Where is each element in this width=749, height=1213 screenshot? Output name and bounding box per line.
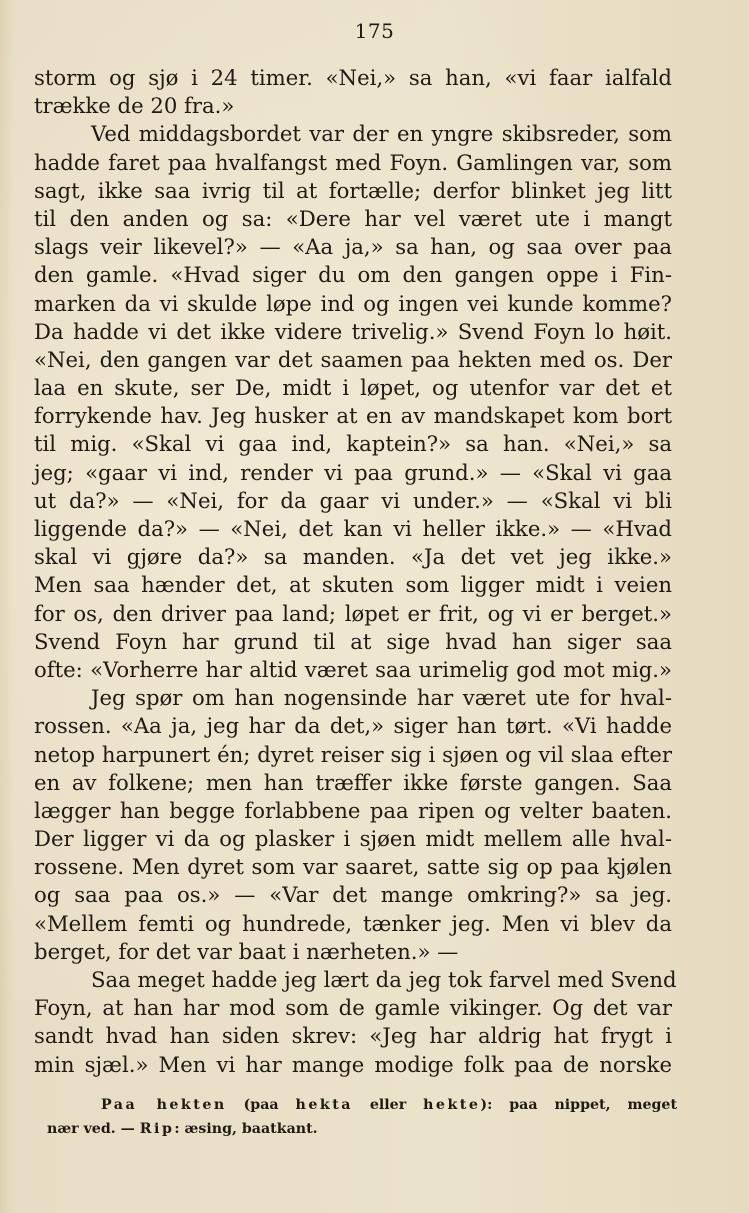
text-line: rossene. Men dyret som var saaret, satte sig op paa kjølen: [34, 854, 672, 880]
text-line: ut da?» — «Nei, for da gaar vi under.» — «Skal vi bli: [34, 487, 672, 513]
text-line: sagt, ikke saa ivrig til at fortælle; derfor blinket jeg litt: [34, 177, 672, 203]
text-line: Der ligger vi da og plasker i sjøen midt mellem alle hval-: [34, 826, 672, 852]
text-line: ofte: «Vorherre har altid været saa urimelig god mot mig.»: [34, 656, 672, 682]
text-line: Foyn, at han har mod som de gamle vikinger. Og det var: [34, 995, 672, 1021]
text-line: liggende da?» — «Nei, det kan vi heller ikke.» — «Hvad: [34, 516, 672, 541]
text-line: sandt hvad han siden skrev: «Jeg har aldrig hat frygt i: [34, 1023, 672, 1049]
text-line: forrykende hav. Jeg husker at en av mandskapet kom bort: [34, 403, 672, 429]
text-line: berget, for det var baat i nærheten.» —: [34, 938, 459, 964]
text-line: Ved middagsbordet var der en yngre skibsreder, som: [91, 121, 672, 147]
text-line: hadde faret paa hvalfangst med Foyn. Gamlingen var, som: [34, 149, 672, 175]
footnote-text: : æsing, baatkant.: [174, 1121, 318, 1137]
text-line: den gamle. «Hvad siger du om den gangen oppe i Fin-: [34, 262, 672, 288]
text-line: «Nei, den gangen var det saamen paa hekten med os. Der: [34, 346, 672, 372]
page-number: 175: [354, 19, 395, 43]
text-line: og saa paa os.» — «Var det mange omkring?» sa jeg.: [34, 882, 672, 908]
text-line: marken da vi skulde løpe ind og ingen vei kunde komme?: [34, 290, 672, 316]
text-line: Svend Foyn har grund til at sige hvad han siger saa: [34, 628, 672, 654]
footnote-text: (paa: [226, 1097, 296, 1113]
text-line: Da hadde vi det ikke videre trivelig.» Svend Foyn lo høit.: [34, 318, 672, 344]
text-line: laa en skute, ser De, midt i løpet, og utenfor var det et: [34, 375, 672, 401]
text-line: jeg; «gaar vi ind, render vi paa grund.» — «Skal vi gaa: [34, 459, 672, 485]
text-line: Jeg spør om han nogensinde har været ute for hval-: [91, 685, 672, 711]
footnote-term-hekta: hekta: [295, 1097, 353, 1113]
footnote-line-1: [47, 1093, 677, 1117]
text-line: «Mellem femti og hundrede, tænker jeg. Men vi blev da: [34, 910, 672, 936]
footnote-term-hekte: hekte: [423, 1097, 481, 1113]
text-line: Saa meget hadde jeg lært da jeg tok farvel med Svend: [91, 967, 677, 992]
footnote-text: ): paa nippet, meget: [480, 1097, 677, 1113]
text-line: trække de 20 fra.»: [34, 93, 235, 119]
text-line: en av folkene; men han træffer ikke første gangen. Saa: [34, 769, 672, 795]
text-line: til den anden og sa: «Dere har vel været ute i mangt: [34, 205, 672, 231]
footnote-text: nær ved. —: [47, 1121, 140, 1137]
text-line: til mig. «Skal vi gaa ind, kaptein?» sa han. «Nei,» sa: [34, 431, 672, 457]
footnote-term-paa-hekten: Paa hekten: [101, 1097, 227, 1113]
text-line: for os, den driver paa land; løpet er frit, og vi er berget.»: [34, 600, 672, 626]
text-line: rossen. «Aa ja, jeg har da det,» siger han tørt. «Vi hadde: [34, 713, 672, 739]
footnote-term-rip: Rip: [139, 1121, 175, 1137]
text-line: min sjæl.» Men vi har mange modige folk paa de norske: [34, 1051, 672, 1077]
footnote: [47, 1093, 677, 1141]
text-line: netop harpunert én; dyret reiser sig i sjøen og vil slaa efter: [34, 741, 672, 767]
text-line: skal vi gjøre da?» sa manden. «Ja det vet jeg ikke.»: [34, 544, 672, 570]
text-line: storm og sjø i 24 timer. «Nei,» sa han, «vi faar ialfald: [34, 65, 672, 90]
body-text: [34, 64, 677, 1079]
text-line: slags veir likevel?» — «Aa ja,» sa han, og saa over paa: [34, 234, 672, 260]
footnote-line-2: [47, 1117, 677, 1141]
footnote-text: eller: [352, 1097, 424, 1113]
text-line: lægger han begge forlabbene paa ripen og velter baaten.: [34, 797, 672, 823]
text-line: Men saa hænder det, at skuten som ligger midt i veien: [34, 572, 672, 598]
